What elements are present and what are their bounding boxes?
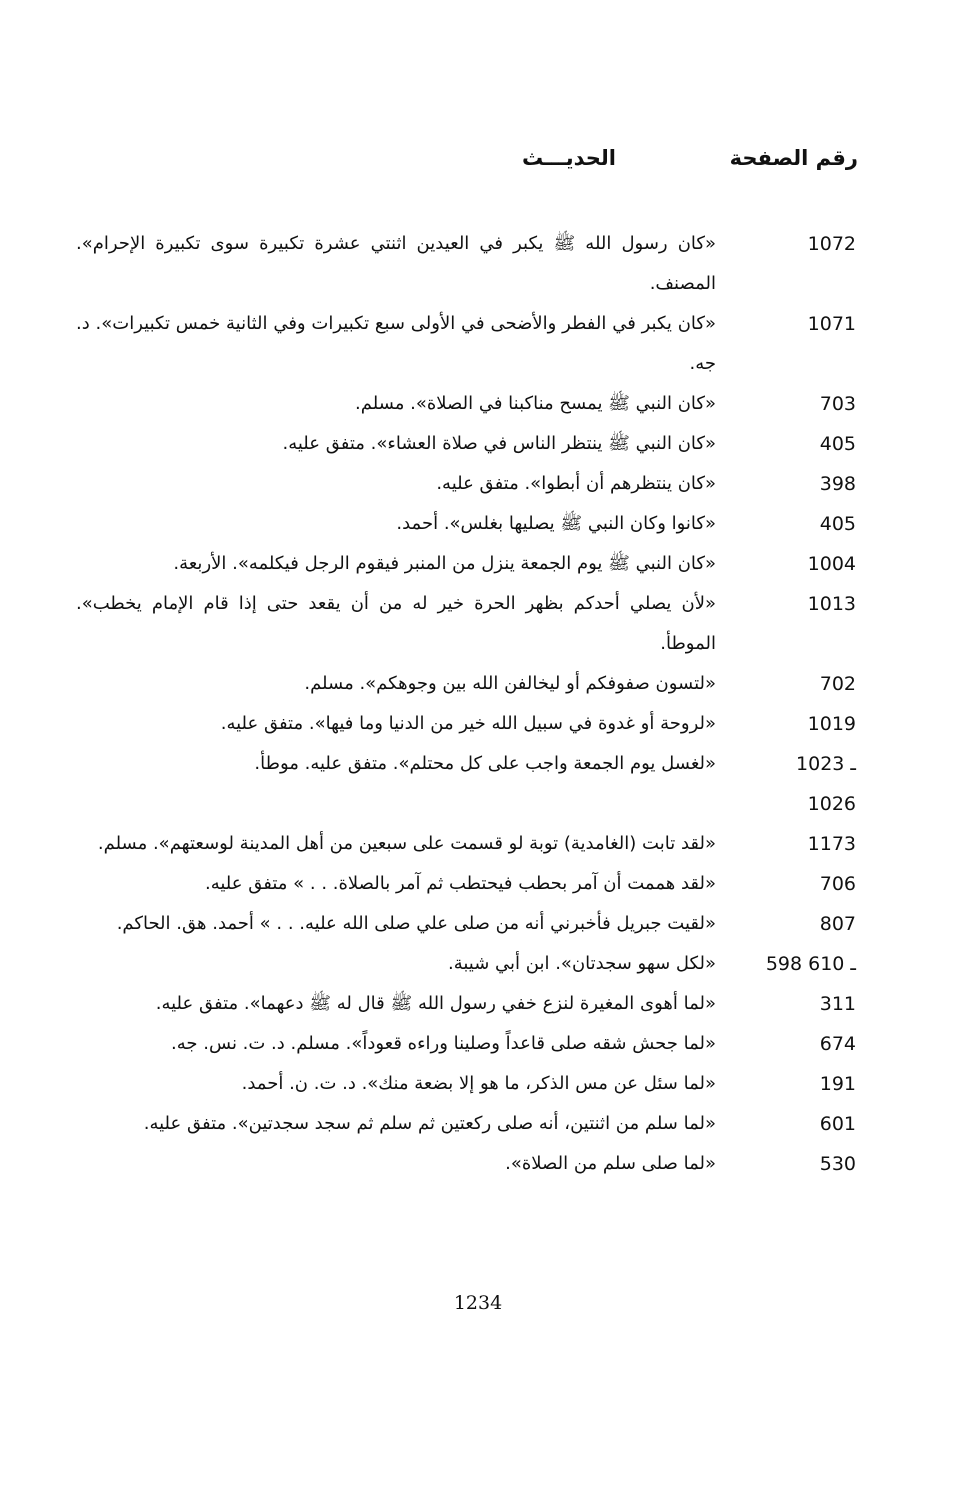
column-header xyxy=(70,146,858,186)
entry-page-number: 1019 xyxy=(807,713,856,735)
entry-hadith-text: «كان النبي ﷺ يوم الجمعة ينزل من المنبر فيقوم الرجل فيكلمه». الأربعة. xyxy=(173,553,716,574)
entry-page-number: 674 xyxy=(819,1033,856,1055)
entry-hadith-text: «لقد تابت (الغامدية) توبة لو قسمت على سبعين من أهل المدينة لوسعتهم». مسلم. xyxy=(97,833,716,854)
entry-page-number: 311 xyxy=(819,993,856,1015)
list-item xyxy=(76,224,856,304)
entry-page-number: 1173 xyxy=(807,833,856,855)
list-item xyxy=(76,944,856,984)
list-item xyxy=(76,304,856,384)
list-item xyxy=(76,384,856,424)
entry-page-number: 598 ـ 610 xyxy=(765,953,856,975)
entry-hadith-text: «لما سلم من اثنتين، أنه صلى ركعتين ثم سلم ثم سجد سجدتين». متفق عليه. xyxy=(143,1113,716,1134)
entry-page-number: 706 xyxy=(819,873,856,895)
entry-hadith-text: «لأن يصلي أحدكم بظهر الحرة خير له من أن يقعد حتى إذا قام الإمام يخطب». الموطأ. xyxy=(76,593,716,654)
entry-page-number: 530 xyxy=(819,1153,856,1175)
list-item xyxy=(76,1104,856,1144)
entry-hadith-text: «لما جحش شقه صلى قاعداً وصلينا وراءه قعوداً». مسلم. د. ت. نس. جه. xyxy=(171,1033,716,1054)
list-item xyxy=(76,744,856,824)
entry-hadith-text: «كان ينتظرهم أن أبطوا». متفق عليه. xyxy=(436,473,716,494)
entry-hadith-text: «لما سئل عن مس الذكر، ما هو إلا بضعة منك». د. ت. ن. أحمد. xyxy=(241,1073,716,1094)
list-item xyxy=(76,824,856,864)
entry-page-number: 703 xyxy=(819,393,856,415)
entry-page-number: 191 xyxy=(819,1073,856,1095)
page-number-column-heading: رقم الصفحة xyxy=(729,146,858,170)
entry-page-number: 1071 xyxy=(807,313,856,335)
entry-hadith-text: «كان النبي ﷺ ينتظر الناس في صلاة العشاء». متفق عليه. xyxy=(282,433,716,454)
entry-hadith-text: «كانوا وكان النبي ﷺ يصليها بغلس». أحمد. xyxy=(396,513,716,534)
page-footer-number: 1234 xyxy=(453,1292,503,1314)
entry-page-number: 601 xyxy=(819,1113,856,1135)
list-item xyxy=(76,504,856,544)
entry-hadith-text: «لما أهوى المغيرة لنزع خفي رسول الله ﷺ قال له ﷺ دعهما». متفق عليه. xyxy=(155,993,716,1014)
entry-hadith-text: «لغسل يوم الجمعة واجب على كل محتلم». متفق عليه. موطأ. xyxy=(254,753,716,774)
list-item xyxy=(76,584,856,664)
list-item xyxy=(76,704,856,744)
list-item xyxy=(76,544,856,584)
entry-page-number: 405 xyxy=(819,433,856,455)
entry-hadith-text: «لتسون صفوفكم أو ليخالفن الله بين وجوهكم». مسلم. xyxy=(304,673,716,694)
list-item xyxy=(76,904,856,944)
entry-hadith-text: «لكل سهو سجدتان». ابن أبي شيبة. xyxy=(448,953,716,974)
list-item xyxy=(76,664,856,704)
entry-hadith-text: «كان النبي ﷺ يمسح مناكبنا في الصلاة». مسلم. xyxy=(355,393,716,414)
entry-hadith-text: «لقد هممت أن آمر بحطب فيحتطب ثم آمر بالصلاة. . . » متفق عليه. xyxy=(205,873,716,894)
list-item xyxy=(76,464,856,504)
list-item xyxy=(76,1024,856,1064)
entry-page-number: 1013 xyxy=(807,593,856,615)
list-item xyxy=(76,1064,856,1104)
list-item xyxy=(76,1144,856,1184)
entry-hadith-text: «كان رسول الله ﷺ يكبر في العيدين اثنتي عشرة تكبيرة سوى تكبيرة الإحرام». المصنف. xyxy=(76,233,716,294)
entry-page-number: 398 xyxy=(819,473,856,495)
entry-page-number: 702 xyxy=(819,673,856,695)
entry-page-number: 1023 ـ 1026 xyxy=(796,753,856,815)
entry-hadith-text: «لقيت جبريل فأخبرني أنه من صلى علي صلى الله عليه. . . » أحمد. هق. الحاكم. xyxy=(116,913,716,934)
entry-page-number: 405 xyxy=(819,513,856,535)
list-item xyxy=(76,424,856,464)
entry-page-number: 1004 xyxy=(807,553,856,575)
list-item xyxy=(76,984,856,1024)
list-item xyxy=(76,864,856,904)
hadith-index-list xyxy=(76,224,856,1184)
entry-page-number: 807 xyxy=(819,913,856,935)
entry-page-number: 1072 xyxy=(807,233,856,255)
hadith-column-heading: الحديـــث xyxy=(522,146,616,170)
entry-hadith-text: «لما صلى سلم من الصلاة». xyxy=(505,1153,716,1174)
entry-hadith-text: «لروحة أو غدوة في سبيل الله خير من الدنيا وما فيها». متفق عليه. xyxy=(220,713,716,734)
entry-hadith-text: «كان يكبر في الفطر والأضحى في الأولى سبع تكبيرات وفي الثانية خمس تكبيرات». د. جه. xyxy=(76,313,716,374)
